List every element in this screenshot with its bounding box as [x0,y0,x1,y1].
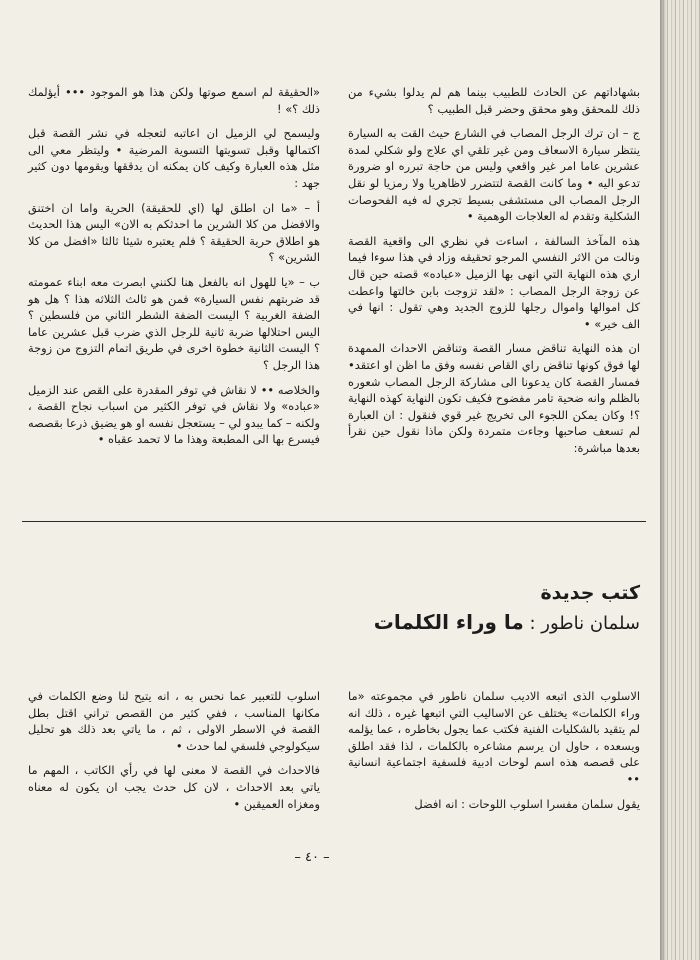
left-column-top [28,84,320,456]
right-column-bottom [348,688,640,820]
section-heading: كتب جديدة [540,582,640,604]
paragraph: هذه المآخذ السالفة ، اساءت في نظري الى واقعية القصة ونالت من الاثر النفسي المرجو تحقيقه وزاد في هذا سوءا فيما اري هذه النهاية التي انهى بها الزميل «عباده» قصته حين قال عن زوجة الرجل المصاب : «لقد تزوجت بابن خالتها واعطت كل اموالها واموال رجلها للزوج الجديد وهي تقول : انها في الف خير» • [348,233,640,331]
paragraph: ج – ان ترك الرجل المصاب في الشارع حيث القت به السيارة ينتظر سيارة الاسعاف ومن غير تلقي اي علاج ولو شكلي لمدة عشرين عاما امر غير واقعي وليس من حاجة تبرره او ضرورة تدعو اليه • وما كانت القصة لتتضرر لاظاهريا ولا رمزيا لو نقل الرجل المصاب الى مستشفى بسيط تجري له فيه الفحوصات الشكلية وتقدم له العلاجات الوهمية • [348,126,640,224]
paragraph: «الحقيقة لم اسمع صوتها ولكن هذا هو الموجود ••• أيؤلمك ذلك ؟» ! [28,85,320,116]
paragraph: الاسلوب الذى اتبعه الاديب سلمان ناطور في مجموعته «ما وراء الكلمات» يختلف عن الاساليب التي اتبعها غيره ، ذلك انه لم يتقيد بالشكليات الفنية فكتب عما يجول بخاطره ، عما يؤلمه ويسعده ، حاول ان يرسم مشاعره بالكلمات ، لذا فقد اطلق على قصصه هذه اسم لوحات ادبية فلسفية اجتماعية انسانية •• [348,689,640,786]
paragraph: فالاحداث في القصة لا معنى لها في رأي الكاتب ، المهم ما ياتي بعد الاحداث ، لان كل حدث يجب ان يكون له معناه ومغزاه العميقين • [28,763,320,811]
paragraph: اسلوب للتعبير عما نحس به ، انه يتيح لنا وضع الكلمات في مكانها المناسب ، ففي كثير من القصص تراني اقتل بطل القصة في الاسطر الاولى ، ثم ، ما ياتي بعد ذلك هو تحليل سيكولوجي فلسفي لما حدث • [28,689,320,753]
book-author: سلمان ناطور : [529,613,640,634]
paragraph: والخلاصه •• لا نقاش في توفر المقدرة على القص عند الزميل «عباده» ولا نقاش في توفر الكثير من اسباب نجاح القصة ، ولكنه – كما يبدو لي – يستعجل نفسه او هو يضيق ذرعا بقصصه فيسرع بها الى المطبعة وهذا ما لا تحمد عقباه • [28,382,320,447]
page-edge-stack [660,0,700,960]
paragraph: ب – «يا للهول انه بالفعل هنا لكنني ابصرت معه ابناء عمومته قد ضربتهم نفس السيارة» فمن هو ثالث الثلاثه هذا ؟ هل هو الضفة الغربية ؟ اليست الضفة الشطر الثاني من فلسطين ؟ اليس احتلالها ضربة ثانية للرجل الذي ضرب قبل عشرين عاما ؟ اليست الثانية خطوة اخرى في طريق اتمام التزوج من زوجة هذا الرجل ؟ [28,274,320,372]
paragraph: وليسمح لي الزميل ان اعاتبه لتعجله في نشر القصة قبل اكتمالها وقبل تسويتها التسوية المرضية • وليتظر معي الى مثل هذه العبارة وكيف كان يمكنه ان يدققها ويقومها دون كثير جهد : [28,126,320,190]
paragraph: بشهاداتهم عن الحادث للطبيب بينما هم لم يدلوا بشيء من ذلك للمحقق وهو محقق وحضر قبل الطبيب ؟ [348,85,640,116]
page-shadow [660,0,666,960]
page-number: – ٤٠ – [294,850,330,865]
book-title: ما وراء الكلمات [373,610,524,634]
paragraph: أ – «ما ان اطلق لها (اي للحقيقة) الحرية واما ان اختنق والافضل من كلا الشرين ما احدثكم به الان» اليس هذا الحديث هو اطلاق حرية الحقيقة ؟ فلم يعتبره شيئا ثالثا «افضل من كلا الشرين» ؟ [28,200,320,265]
section-divider [22,521,646,522]
paragraph: يقول سلمان مفسرا اسلوب اللوحات : انه افضل [414,796,640,811]
left-column-bottom [28,688,320,820]
book-title-line [310,610,640,634]
paragraph: ان هذه النهاية تناقض مسار القصة وتناقض الاحداث الممهدة لها فوق كونها تناقض راي القاص نفسه وفق ما اظن او اعتقد• فمسار القصة كان يدعونا الى مشاركة الرجل المصاب شعوره بالظلم وانه ضحية تامر مفضوح فكيف تكون النهاية كهذه النهاية ؟! وكان يمكن اللجوء الى تخريج غير قوي فنقول : ان العبارة لم تسعف صاحبها وجاءت متمردة ولكن ماذا نقول حين نقرأ بعدها مباشرة: [348,341,640,455]
right-column-top [348,84,640,464]
